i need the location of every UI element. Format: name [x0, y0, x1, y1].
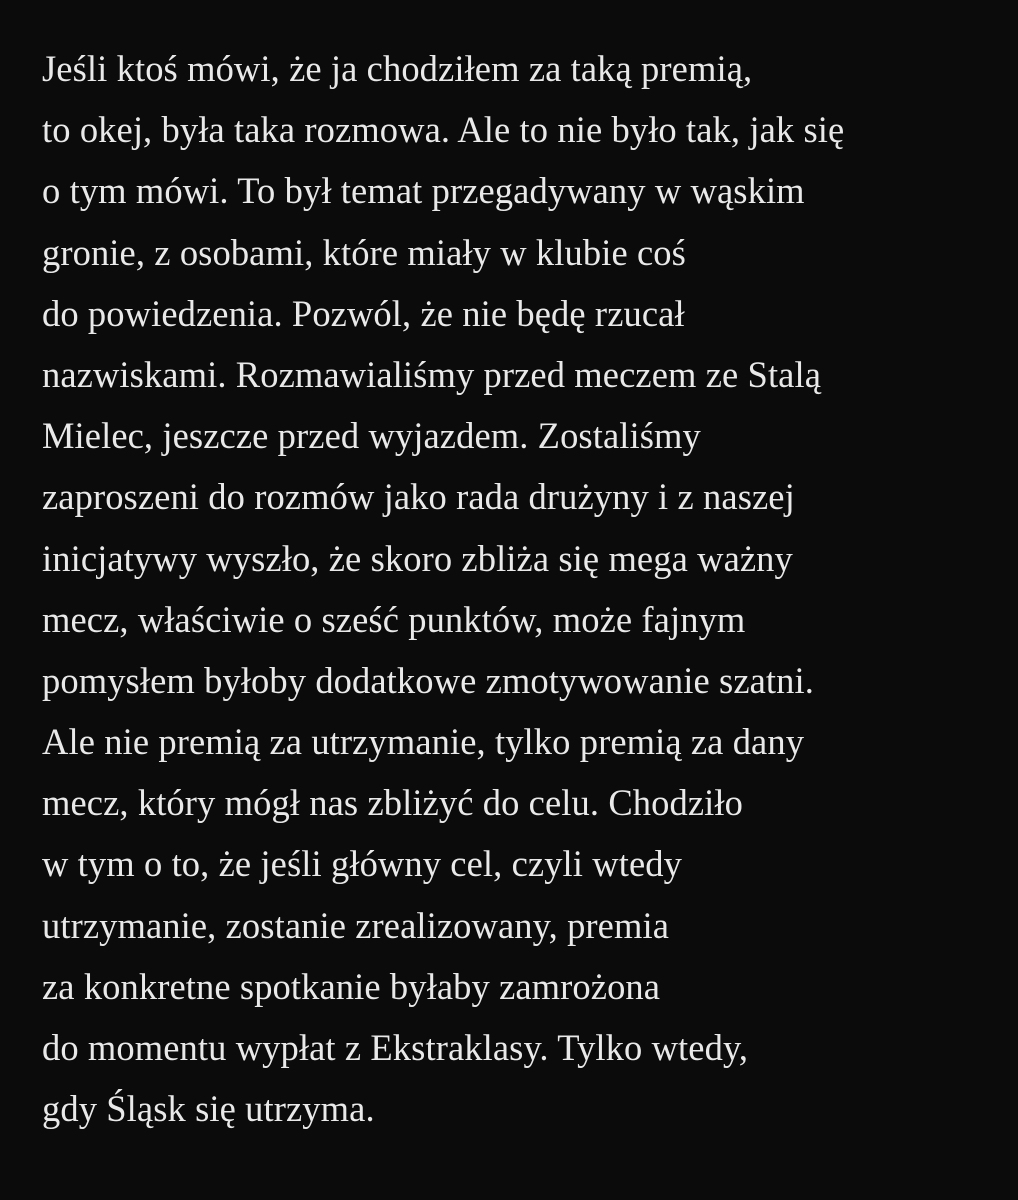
text-line-16: za konkretne spotkanie byłaby zamrożona [42, 965, 661, 1007]
text-line-4: gronie, z osobami, które miały w klubie coś [42, 231, 686, 273]
text-line-1: Jeśli ktoś mówi, że ja chodziłem za taką premią, [42, 48, 753, 89]
text-line-3: o tym mówi. To był temat przegadywany w wąskim [42, 170, 805, 212]
text-line-14: w tym o to, że jeśli główny cel, czyli wtedy [42, 843, 682, 885]
text-line-2: to okej, była taka rozmowa. Ale to nie było tak, jak się [42, 109, 845, 151]
text-line-13: mecz, który mógł nas zbliżyć do celu. Chodziło [42, 782, 743, 824]
text-line-8: zaproszeni do rozmów jako rada drużyny i z naszej [42, 476, 795, 518]
text-line-7: Mielec, jeszcze przed wyjazdem. Zostaliśmy [42, 415, 701, 457]
text-line-11: pomysłem byłoby dodatkowe zmotywowanie szatni. [42, 659, 814, 701]
text-line-17: do momentu wypłat z Ekstraklasy. Tylko wtedy, [42, 1027, 749, 1068]
text-line-15: utrzymanie, zostanie zrealizowany, premia [42, 904, 670, 946]
text-line-5: do powiedzenia. Pozwól, że nie będę rzucał [42, 292, 685, 334]
text-line-9: inicjatywy wyszło, że skoro zbliża się mega ważny [42, 537, 793, 579]
text-line-10: mecz, właściwie o sześć punktów, może fajnym [42, 598, 746, 640]
quote-text-block [42, 38, 992, 1139]
text-line-12: Ale nie premią za utrzymanie, tylko premią za dany [42, 721, 805, 763]
text-line-6: nazwiskami. Rozmawialiśmy przed meczem ze Stalą [42, 353, 822, 395]
text-line-18: gdy Śląsk się utrzyma. [42, 1088, 375, 1130]
